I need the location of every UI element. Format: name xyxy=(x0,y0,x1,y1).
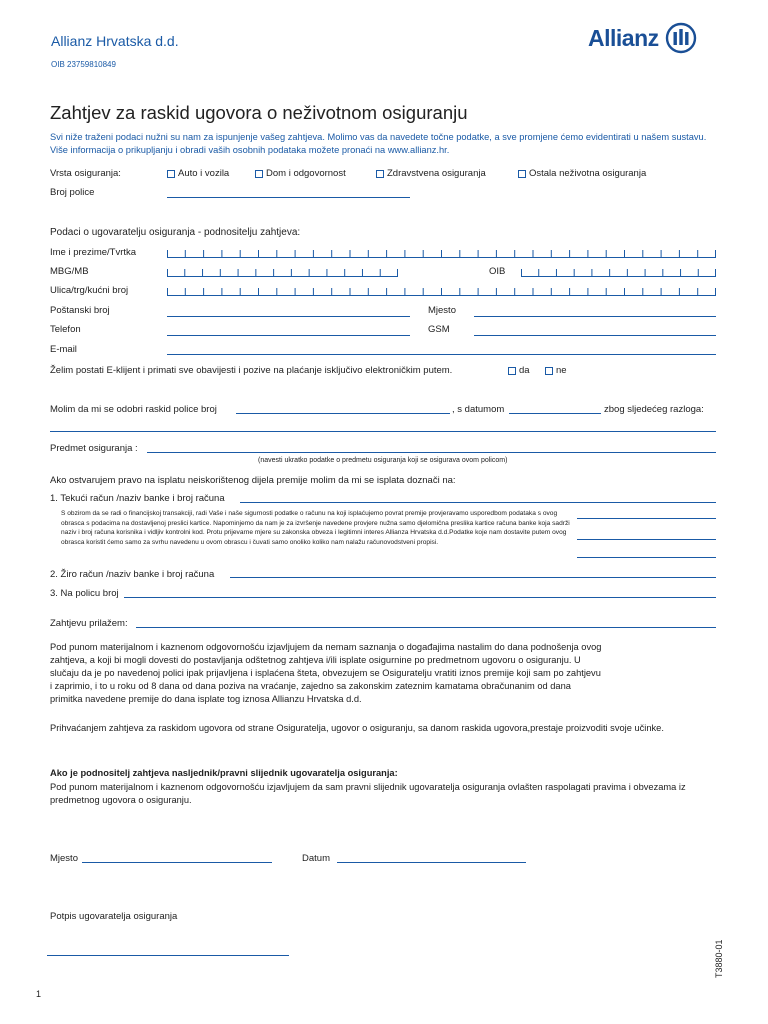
cell-dividers xyxy=(167,248,716,258)
insurance-type-label: Vrsta osiguranja: xyxy=(50,168,121,179)
mbg-field[interactable] xyxy=(167,267,398,277)
attached-field[interactable] xyxy=(136,627,716,628)
refund-option1-field[interactable] xyxy=(240,502,716,503)
cancel-date-label: , s datumom xyxy=(452,404,505,415)
cancel-request-text: Molim da mi se odobri raskid police broj xyxy=(50,404,217,415)
checkbox-label: Dom i odgovornost xyxy=(266,168,346,179)
cancel-policy-number-field[interactable] xyxy=(236,413,450,414)
cell-dividers xyxy=(167,267,398,277)
successor-text: Pod punom materijalnom i kaznenom odgovornošću izjavljujem da sam pravni slijednik ugovaratelja osiguranja ovlašten raspolagati pravima i obvezama iz predmetnog ugovora o osiguranju. xyxy=(50,782,686,805)
checkbox-box[interactable] xyxy=(545,367,553,375)
gsm-label: GSM xyxy=(428,324,450,335)
signature-label: Potpis ugovaratelja osiguranja xyxy=(50,911,178,922)
cell-dividers xyxy=(167,286,716,296)
postal-field[interactable] xyxy=(167,316,410,317)
subject-field[interactable] xyxy=(147,452,716,453)
refund-option3-label: 3. Na policu broj xyxy=(50,588,119,599)
checkbox-box[interactable] xyxy=(255,170,263,178)
holder-section-title: Podaci o ugovaratelju osiguranja - podnositelju zahtjeva: xyxy=(50,227,301,238)
place-field[interactable] xyxy=(82,862,272,863)
mbg-label: MBG/MB xyxy=(50,266,89,277)
postal-label: Poštanski broj xyxy=(50,305,110,316)
eclient-yes-checkbox[interactable] xyxy=(508,365,530,376)
refund-option1-extra-field-1[interactable] xyxy=(577,518,716,519)
refund-option1-extra-field-2[interactable] xyxy=(577,539,716,540)
checkbox-box[interactable] xyxy=(376,170,384,178)
email-label: E-mail xyxy=(50,344,77,355)
phone-label: Telefon xyxy=(50,324,81,335)
eclient-question: Želim postati E-klijent i primati sve obavijesti i pozive na plaćanje isključivo elektroničkim putem. xyxy=(50,365,453,376)
phone-field[interactable] xyxy=(167,335,410,336)
street-field[interactable] xyxy=(167,286,716,296)
refund-option1-extra-field-3[interactable] xyxy=(577,557,716,558)
checkbox-home[interactable] xyxy=(255,168,346,179)
subject-label: Predmet osiguranja : xyxy=(50,443,138,454)
subject-hint: (navesti ukratko podatke o predmetu osiguranja koji se osigurava ovom policom) xyxy=(258,457,508,464)
cancel-date-field[interactable] xyxy=(509,413,601,414)
email-field[interactable] xyxy=(167,354,716,355)
refund-option1-label: 1. Tekući račun /naziv banke i broj računa xyxy=(50,493,225,504)
eclient-no-checkbox[interactable] xyxy=(545,365,567,376)
place-label: Mjesto xyxy=(50,853,78,864)
checkbox-box[interactable] xyxy=(167,170,175,178)
form-code: T3880-01 xyxy=(714,939,724,978)
street-label: Ulica/trg/kućni broj xyxy=(50,285,129,296)
checkbox-label: Ostala neživotna osiguranja xyxy=(529,168,647,179)
name-field[interactable] xyxy=(167,248,716,258)
cancel-reason-field[interactable] xyxy=(50,431,716,432)
cancel-reason-label: zbog sljedećeg razloga: xyxy=(604,404,704,415)
checkbox-label: da xyxy=(519,365,530,376)
oib-field[interactable] xyxy=(521,267,716,277)
successor-heading: Ako je podnositelj zahtjeva nasljednik/pravni slijednik ugovaratelja osiguranja: xyxy=(50,768,398,778)
allianz-logo xyxy=(588,22,697,54)
checkbox-label: ne xyxy=(556,365,567,376)
logo-text: Allianz xyxy=(588,24,659,51)
name-label: Ime i prezime/Tvrtka xyxy=(50,247,137,258)
declaration-text: Pod punom materijalnom i kaznenom odgovornošću izjavljujem da nemam saznanja o događajima nastalim do dana podnošenja ovog zahtjeva, a koji bi mogli dovesti do postavljanja odštetnog zahtjeva i/ili isplate osigurnine po predmetnom ugovoru o osiguranju. U slučaju da je po navedenoj polici ipak prijavljena i isplaćena šteta, obvezujem se Osiguratelju vratiti iznos premije koji sam po zahtjevu i zaprimio, i to u roku od 8 dana od dana poziva na vraćanje, zajedno sa zakonskim zateznim kamatama obračunanim od dana primitka navedene premije do dana isplate tog iznosa Allianzu Hrvatska d.d. xyxy=(50,642,602,704)
page-number: 1 xyxy=(36,989,42,999)
policy-number-label: Broj police xyxy=(50,187,95,198)
refund-option1-note: S obzirom da se radi o financijskoj transakciji, radi Vaše i naše sigurnosti podatke o računu na koji isplaćujemo povrat premije provjeravamo usporedbom podataka s ovog obrasca s podacima na dostavljenoj preslici kartice. Napominjemo da nam je za izvršenje navedene provjere nužna samo djelomična preslika kartice računa banke koja sadrži naziv i broj računa korisnika i vidljiv kontrolni kod. Protu prijevarne mjere su zakonska obveza i legitimni interes Allianza Hrvatska d.d.Podatke koje nam dostavite putem ovog obrasca koristit ćemo samo za svrhu navedenu u ovom obrascu i čuvati samo onoliko koliko nam nalažu računovodstveni propisi. xyxy=(61,510,570,546)
gsm-field[interactable] xyxy=(474,335,716,336)
checkbox-label: Zdravstvena osiguranja xyxy=(387,168,486,179)
company-oib: OIB 23759810849 xyxy=(51,60,116,69)
checkbox-box[interactable] xyxy=(508,367,516,375)
checkbox-label: Auto i vozila xyxy=(178,168,230,179)
allianz-eagle-icon xyxy=(665,22,697,54)
date-field[interactable] xyxy=(337,862,526,863)
date-label: Datum xyxy=(302,853,330,864)
refund-option2-field[interactable] xyxy=(230,577,716,578)
cell-dividers xyxy=(521,267,716,277)
checkbox-box[interactable] xyxy=(518,170,526,178)
attached-label: Zahtjevu prilažem: xyxy=(50,618,128,629)
policy-number-field[interactable] xyxy=(167,197,410,198)
oib-label: OIB xyxy=(489,266,506,277)
signature-field[interactable] xyxy=(47,955,289,956)
refund-intro: Ako ostvarujem pravo na isplatu neiskorištenog dijela premije molim da mi se isplata doznači na: xyxy=(50,475,456,486)
city-label: Mjesto xyxy=(428,305,456,316)
intro-text: Svi niže traženi podaci nužni su nam za ispunjenje vašeg zahtjeva. Molimo vas da navedete točne podatke, a sve promjene ćemo evidentirati u našem sustavu. Više informacija o prikupljanju i obradi vaših osobnih podataka možete pronaći na www.allianz.hr. xyxy=(50,132,707,155)
company-name: Allianz Hrvatska d.d. xyxy=(51,33,179,49)
checkbox-other[interactable] xyxy=(518,168,646,179)
refund-option3-field[interactable] xyxy=(124,597,716,598)
page-title: Zahtjev za raskid ugovora o neživotnom osiguranju xyxy=(50,102,468,123)
checkbox-health[interactable] xyxy=(376,168,486,179)
refund-option2-label: 2. Žiro račun /naziv banke i broj računa xyxy=(50,569,215,580)
city-field[interactable] xyxy=(474,316,716,317)
declaration-text-2: Prihvaćanjem zahtjeva za raskidom ugovora od strane Osiguratelja, ugovor o osiguranju, sa danom raskida ugovora,prestaje proizvoditi svoje učinke. xyxy=(50,723,664,733)
checkbox-auto[interactable] xyxy=(167,168,229,179)
